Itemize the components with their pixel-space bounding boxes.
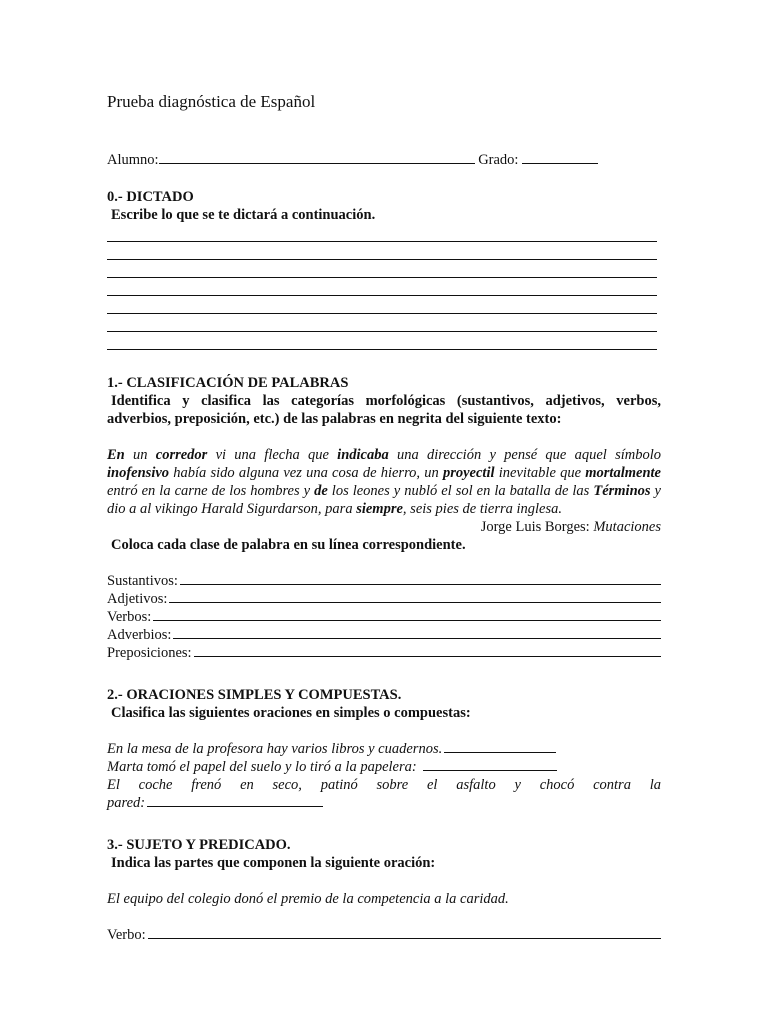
category-blank[interactable]	[153, 608, 661, 621]
section-clasificacion	[107, 374, 661, 662]
sentence-text: El equipo del colegio donó el premio de la competencia a la caridad.	[107, 891, 509, 907]
attribution-work: Mutaciones	[593, 519, 661, 535]
passage-text: una dirección y pensé que aquel símbolo	[388, 447, 661, 463]
dictation-line[interactable]	[107, 224, 657, 242]
instruction-text: Clasifica las siguientes oraciones en simples o compuestas:	[111, 705, 471, 721]
borges-passage	[107, 446, 661, 518]
bold-word: inofensivo	[107, 465, 170, 481]
bold-word: En	[107, 447, 125, 463]
category-blank[interactable]	[169, 590, 661, 603]
verbo-row	[107, 926, 661, 944]
bold-word: siempre	[356, 501, 403, 517]
bold-word: indicaba	[337, 447, 389, 463]
category-blank[interactable]	[173, 626, 661, 639]
section-heading: 0.- DICTADO	[107, 189, 194, 205]
answer-blank[interactable]	[147, 794, 323, 807]
instruction-text: Escribe lo que se te dictará a continuación.	[111, 207, 376, 223]
answer-blank[interactable]	[444, 740, 556, 753]
category-label: Preposiciones:	[107, 645, 192, 661]
instruction-text: Indica las partes que componen la siguiente oración:	[111, 855, 436, 871]
sentence-list	[107, 890, 661, 908]
grado-label: Grado:	[478, 152, 519, 168]
section-heading: 2.- ORACIONES SIMPLES Y COMPUESTAS.	[107, 687, 402, 703]
section-instruction	[107, 392, 661, 428]
passage-text: los leones y nubló el sol en la batalla de las	[327, 483, 594, 499]
sentence-text: En la mesa de la profesora hay varios libros y cuadernos.	[107, 741, 443, 757]
alumno-blank[interactable]	[159, 150, 475, 164]
sentence-row	[107, 758, 661, 776]
answer-blank[interactable]	[423, 758, 557, 771]
category-label: Verbos:	[107, 609, 152, 625]
dictation-line[interactable]	[107, 278, 657, 296]
category-label: Sustantivos:	[107, 573, 178, 589]
section-heading: 3.- SUJETO Y PREDICADO.	[107, 837, 291, 853]
section-heading: 1.- CLASIFICACIÓN DE PALABRAS	[107, 375, 349, 391]
document-content	[107, 92, 661, 944]
sentence-text-wrapped: El coche frenó en seco, patinó sobre el asfalto y chocó contra la	[107, 777, 661, 793]
category-row	[107, 572, 661, 590]
category-label: Adverbios:	[107, 627, 172, 643]
passage-text: inevitable que	[494, 465, 586, 481]
section-instruction	[107, 854, 661, 872]
document-title: Prueba diagnóstica de Español	[107, 92, 316, 111]
section-dictado	[107, 188, 661, 350]
sentence-text: Marta tomó el papel del suelo y lo tiró a la papelera:	[107, 759, 417, 775]
bold-word: de	[314, 483, 328, 499]
attribution	[107, 518, 661, 536]
instruction-text: Identifica y clasifica las categorías morfológicas (sustantivos, adjetivos, verbos, adverbios, preposición, etc.) de las palabras en negrita del siguiente texto:	[107, 393, 661, 427]
category-label: Adjetivos:	[107, 591, 168, 607]
section-instruction	[107, 536, 661, 554]
instruction-text: Coloca cada clase de palabra en su línea correspondiente.	[111, 537, 466, 553]
sentence-text: pared:	[107, 795, 146, 811]
verbo-label: Verbo:	[107, 927, 146, 943]
passage-text: y dio a al vikingo Harald Sigurdarson, para	[107, 483, 661, 517]
sentence-row	[107, 740, 661, 758]
sentence-row	[107, 794, 661, 812]
student-info-line	[107, 150, 661, 169]
category-blank[interactable]	[180, 572, 661, 585]
dictation-line[interactable]	[107, 296, 657, 314]
category-blank[interactable]	[194, 644, 661, 657]
passage-text: vi una flecha que	[207, 447, 338, 463]
grado-blank[interactable]	[522, 150, 598, 164]
section-instruction	[107, 206, 661, 224]
bold-word: mortalmente	[585, 465, 661, 481]
dictation-line[interactable]	[107, 260, 657, 278]
category-row	[107, 590, 661, 608]
section-sujeto-predicado	[107, 836, 661, 944]
passage-text: un	[124, 447, 156, 463]
passage-text: había sido alguna vez una cosa de hierro, un	[169, 465, 443, 481]
verbo-blank[interactable]	[148, 926, 661, 939]
alumno-label: Alumno:	[107, 152, 159, 168]
dictation-line[interactable]	[107, 314, 657, 332]
bold-word: corredor	[155, 447, 208, 463]
bold-word: proyectil	[442, 465, 495, 481]
passage-text: , seis pies de tierra inglesa.	[402, 501, 563, 517]
dictation-line[interactable]	[107, 332, 657, 350]
category-row	[107, 644, 661, 662]
section-oraciones	[107, 686, 661, 812]
bold-word: Términos	[593, 483, 651, 499]
category-lines	[107, 572, 661, 662]
category-row	[107, 626, 661, 644]
attribution-author: Jorge Luis Borges:	[480, 519, 594, 535]
sentence-list	[107, 740, 661, 812]
passage-text: entró en la carne de los hombres y	[107, 483, 315, 499]
dictation-lines	[107, 224, 661, 350]
section-instruction	[107, 704, 661, 722]
dictation-line[interactable]	[107, 242, 657, 260]
category-row	[107, 608, 661, 626]
